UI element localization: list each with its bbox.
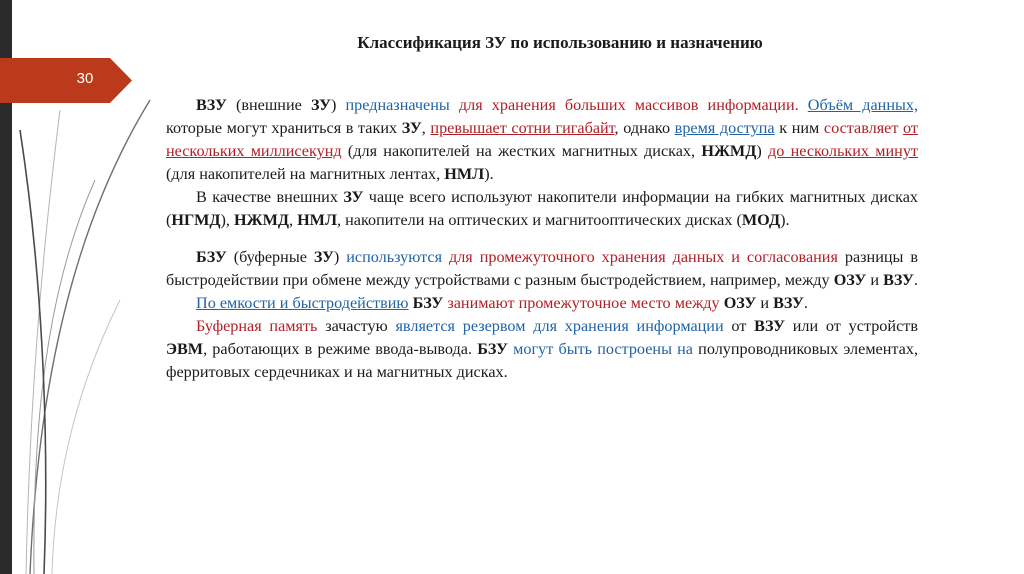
term: НЖМД bbox=[701, 142, 757, 160]
highlight-red: занимают промежуточное место между bbox=[447, 294, 720, 312]
term: ВЗУ bbox=[773, 294, 804, 312]
term: ОЗУ bbox=[833, 271, 867, 289]
text: . bbox=[803, 294, 808, 312]
text bbox=[442, 248, 449, 266]
text bbox=[799, 96, 808, 114]
term: НГМД bbox=[171, 211, 221, 229]
term: НМЛ bbox=[444, 165, 485, 183]
text: , bbox=[288, 211, 298, 229]
text: , работающих в режиме ввода-вывода. bbox=[203, 340, 478, 358]
slide-number-tab bbox=[0, 58, 132, 103]
term: ЗУ bbox=[313, 248, 334, 266]
text: (для накопителей на жестких магнитных дисках, bbox=[341, 142, 702, 160]
text: ), bbox=[220, 211, 234, 229]
text: ) bbox=[756, 142, 768, 160]
text: (для накопителей на магнитных лентах, bbox=[166, 165, 445, 183]
underlined-blue: Объём данных, bbox=[807, 96, 919, 114]
text: полупроводниковых элементах, ферритовых сердечниках и на магнитных дисках. bbox=[166, 340, 919, 381]
text: и bbox=[866, 271, 884, 289]
underlined-blue: По емкости и быстродействию bbox=[196, 294, 409, 312]
text: . bbox=[913, 271, 918, 289]
text: , однако bbox=[614, 119, 675, 137]
paragraph-vzu bbox=[166, 94, 918, 186]
text: ) bbox=[333, 248, 347, 266]
text: которые могут храниться в таких bbox=[166, 119, 402, 137]
text: или от устройств bbox=[784, 317, 918, 335]
term: ЗУ bbox=[310, 96, 331, 114]
underlined-blue: время доступа bbox=[674, 119, 775, 137]
text: , bbox=[421, 119, 431, 137]
term: НМЛ bbox=[297, 211, 338, 229]
text: В качестве внешних bbox=[196, 188, 344, 206]
term: ВЗУ bbox=[883, 271, 914, 289]
highlight-blue: является резервом bbox=[395, 317, 526, 335]
term: ВЗУ bbox=[754, 317, 785, 335]
term: БЗУ bbox=[196, 248, 227, 266]
text: (буферные bbox=[226, 248, 314, 266]
highlight-blue: для хранения информации bbox=[533, 317, 724, 335]
paragraph-buffer-memory bbox=[166, 315, 918, 384]
paragraph-bzu-capacity bbox=[166, 292, 918, 315]
highlight-blue: предназначены bbox=[345, 96, 450, 114]
text: (внешние bbox=[226, 96, 311, 114]
term: ВЗУ bbox=[196, 96, 227, 114]
term: ЗУ bbox=[343, 188, 364, 206]
text: ). bbox=[484, 165, 494, 183]
term: БЗУ bbox=[477, 340, 508, 358]
slide-body bbox=[166, 94, 918, 384]
text: от bbox=[723, 317, 755, 335]
highlight-red: Буферная память bbox=[196, 317, 318, 335]
term: БЗУ bbox=[412, 294, 444, 312]
term: ОЗУ bbox=[723, 294, 757, 312]
term: ЭВМ bbox=[166, 340, 204, 358]
highlight-blue: могут быть построены на bbox=[513, 340, 693, 358]
text: ). bbox=[780, 211, 790, 229]
term: НЖМД bbox=[233, 211, 289, 229]
highlight-red: для промежуточного хранения данных и согласования bbox=[448, 248, 838, 266]
paragraph-bzu bbox=[166, 246, 918, 292]
highlight-blue: используются bbox=[346, 248, 443, 266]
text: чаще всего используют накопители информации на гибких магнитных дисках ( bbox=[166, 188, 918, 229]
slide-title: Классификация ЗУ по использованию и назначению bbox=[357, 33, 763, 52]
paragraph-vzu-types bbox=[166, 186, 918, 232]
text: к ним bbox=[774, 119, 824, 137]
text: и bbox=[756, 294, 774, 312]
underlined-red: превышает сотни гигабайт bbox=[430, 119, 615, 137]
term: ЗУ bbox=[401, 119, 422, 137]
text: зачастую bbox=[317, 317, 396, 335]
text bbox=[450, 96, 459, 114]
text: ) bbox=[330, 96, 346, 114]
slide-number: 30 bbox=[76, 70, 94, 87]
highlight-red: для хранения больших массивов информации. bbox=[458, 96, 799, 114]
term: МОД bbox=[741, 211, 781, 229]
text: , накопители на оптических и магнитооптических дисках ( bbox=[337, 211, 742, 229]
highlight-red: составляет bbox=[823, 119, 899, 137]
underlined-red: от нескольких миллисекунд bbox=[166, 119, 919, 160]
text: разницы в быстродействии при обмене между устройствами с разным быстродействием, например, между bbox=[166, 248, 919, 289]
underlined-red: до нескольких минут bbox=[767, 142, 918, 160]
